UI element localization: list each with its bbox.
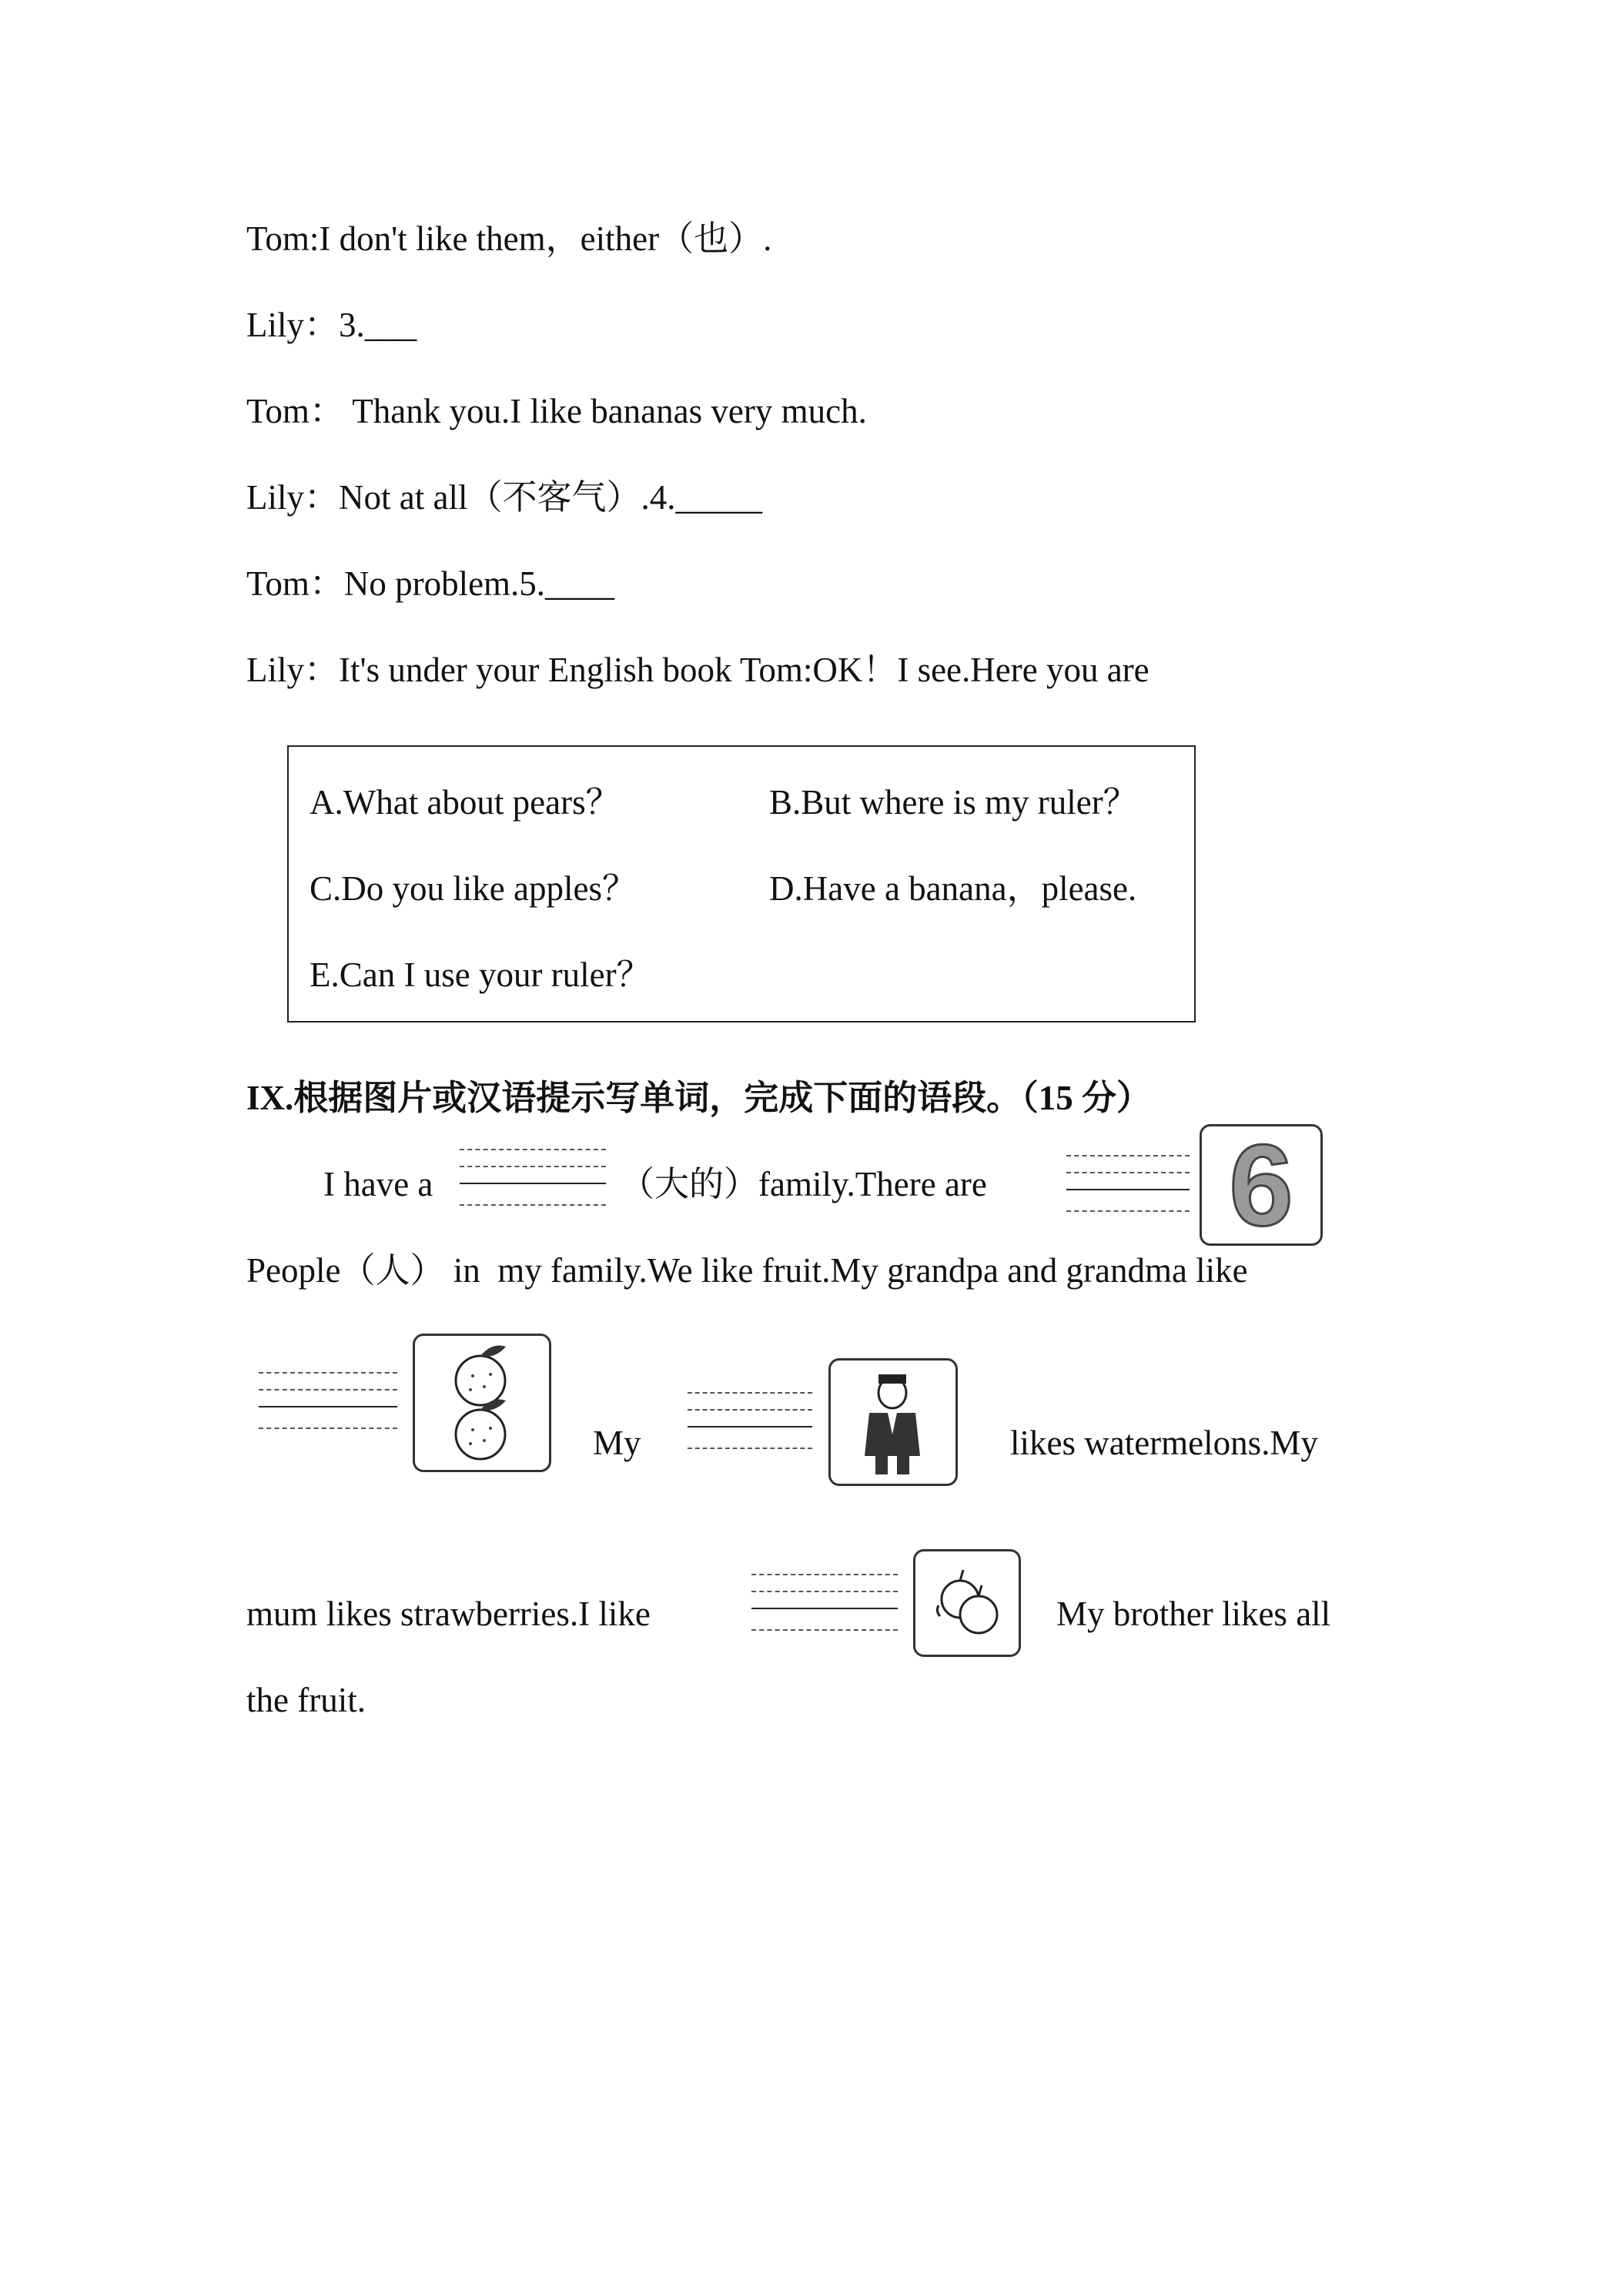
answer-blank-4[interactable] [688, 1392, 812, 1458]
dialogue-line-6: Lily：It's under your English book Tom:OK！I see.Here you are [246, 651, 1149, 689]
number-six-picture [1200, 1124, 1323, 1246]
answer-blank-1[interactable] [460, 1149, 606, 1215]
dialogue-line-1: Tom:I don't like them，either（也）. [246, 219, 772, 258]
option-c: C.Do you like apples？ [310, 869, 637, 908]
apple-icon [915, 1551, 1019, 1655]
father-picture [828, 1358, 958, 1486]
answer-blank-3[interactable] [259, 1372, 397, 1438]
dialogue-line-2: Lily：3.___ [246, 306, 417, 344]
text-the-fruit: the fruit. [246, 1681, 366, 1719]
option-e: E.Can I use your ruler？ [310, 956, 651, 994]
text-people-family: People（人） in my family.We like fruit.My grandpa and grandma like [246, 1251, 1248, 1290]
text-big-family: （大的）family.There are [620, 1165, 987, 1203]
text-my: My [593, 1424, 641, 1462]
oranges-picture [413, 1334, 551, 1472]
text-i-have-a: I have a [323, 1165, 433, 1203]
option-b: B.But where is my ruler？ [769, 783, 1138, 822]
answer-blank-5[interactable] [751, 1574, 898, 1640]
dialogue-line-5: Tom：No problem.5.____ [246, 564, 615, 603]
man-icon [831, 1361, 955, 1484]
dialogue-line-3: Tom： Thank you.I like bananas very much. [246, 392, 867, 430]
text-mum-strawberries: mum likes strawberries.I like [246, 1595, 651, 1633]
answer-blank-2[interactable] [1066, 1155, 1190, 1221]
orange-icon [415, 1336, 549, 1470]
apples-picture [913, 1549, 1021, 1657]
options-box [287, 745, 1196, 1022]
svg-text:6: 6 [1229, 1126, 1293, 1243]
number-six-icon [1202, 1126, 1320, 1243]
text-likes-watermelons: likes watermelons.My [1010, 1424, 1318, 1462]
dialogue-line-4: Lily：Not at all（不客气）.4._____ [246, 478, 762, 517]
section-heading: IX.根据图片或汉语提示写单词，完成下面的语段。（15 分） [246, 1079, 1152, 1117]
text-brother-likes-all: My brother likes all [1056, 1595, 1331, 1633]
option-a: A.What about pears？ [310, 783, 621, 822]
option-d: D.Have a banana，please. [769, 869, 1137, 908]
